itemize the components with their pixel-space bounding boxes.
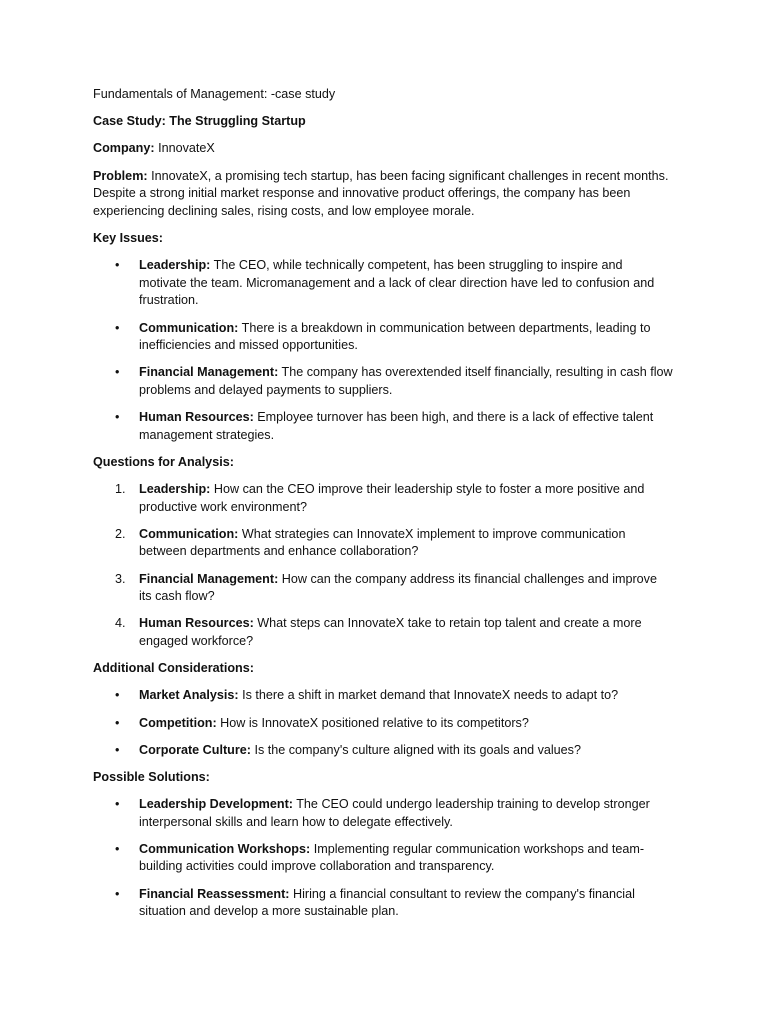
item-label: Financial Management: (139, 365, 279, 380)
key-issues-heading: Key Issues: (93, 230, 164, 245)
bullet-icon: • (115, 320, 120, 335)
questions-heading: Questions for Analysis: (93, 454, 234, 469)
company-value: InnovateX (154, 141, 215, 156)
item-label: Leadership: (139, 258, 211, 273)
item-label: Market Analysis: (139, 688, 239, 703)
item-text: How can the CEO improve their leadership style to foster a more positive and productive work environment? (139, 482, 645, 514)
list-item (93, 742, 673, 760)
item-label: Financial Management: (139, 571, 279, 586)
company-line (93, 140, 673, 158)
list-item (93, 320, 673, 355)
solutions-list (93, 796, 673, 921)
item-label: Communication: (139, 320, 239, 335)
solutions-heading: Possible Solutions: (93, 769, 210, 784)
list-item (93, 886, 673, 921)
list-item (93, 257, 673, 310)
list-item (93, 841, 673, 876)
bullet-icon: • (115, 688, 120, 703)
list-item (93, 615, 673, 650)
item-label: Competition: (139, 715, 217, 730)
item-label: Financial Reassessment: (139, 886, 290, 901)
document-title: Fundamentals of Management: -case study (93, 87, 336, 101)
problem-text: InnovateX, a promising tech startup, has been facing significant challenges in recent months. Despite a strong initial market response and innovative product offerings, the company has been experiencing declining sales, rising costs, and low employee morale. (93, 168, 669, 218)
key-issues-list (93, 257, 673, 444)
item-text: What strategies can InnovateX implement to improve communication between departments and enhance collaboration? (139, 526, 626, 559)
problem-paragraph (93, 168, 673, 221)
item-text: How is InnovateX positioned relative to its competitors? (216, 715, 529, 730)
bullet-icon: • (115, 715, 120, 730)
bullet-icon: • (115, 797, 120, 812)
company-label: Company: (93, 141, 155, 156)
list-item (93, 687, 673, 705)
item-label: Human Resources: (139, 616, 254, 631)
bullet-icon: • (115, 365, 120, 380)
item-text: The CEO could undergo leadership training to develop stronger interpersonal skills and learn how to delegate effectively. (139, 797, 650, 829)
bullet-icon: • (115, 886, 120, 901)
additional-heading: Additional Considerations: (93, 661, 254, 676)
list-item (93, 481, 673, 516)
item-text: The company has overextended itself financially, resulting in cash flow problems and delayed payments to suppliers. (139, 365, 673, 397)
item-number: 2. (115, 526, 126, 541)
list-item (93, 715, 673, 733)
item-text: Employee turnover has been high, and there is a lack of effective talent management strategies. (139, 410, 654, 442)
item-label: Communication Workshops: (139, 841, 311, 856)
item-text: Is the company's culture aligned with its goals and values? (250, 742, 581, 757)
list-item (93, 364, 673, 399)
document-page (93, 86, 673, 930)
bullet-icon: • (115, 742, 120, 757)
case-title: Case Study: The Struggling Startup (93, 114, 306, 129)
item-text: What steps can InnovateX take to retain top talent and create a more engaged workforce? (139, 616, 642, 648)
item-number: 1. (115, 482, 126, 497)
list-item (93, 526, 673, 561)
item-label: Human Resources: (139, 410, 254, 425)
item-label: Communication: (139, 526, 239, 541)
list-item (93, 571, 673, 606)
bullet-icon: • (115, 841, 120, 856)
item-number: 3. (115, 571, 126, 586)
item-label: Leadership: (139, 482, 211, 497)
item-text: How can the company address its financial challenges and improve its cash flow? (139, 571, 657, 604)
item-text: There is a breakdown in communication between departments, leading to inefficiencies and missed opportunities. (139, 320, 651, 353)
item-text: Is there a shift in market demand that InnovateX needs to adapt to? (238, 688, 619, 703)
item-label: Corporate Culture: (139, 742, 251, 757)
item-text: The CEO, while technically competent, has been struggling to inspire and motivate the team. Micromanagement and a lack of clear direction have led to confusion and frustration. (139, 258, 655, 308)
bullet-icon: • (115, 258, 120, 273)
list-item (93, 796, 673, 831)
questions-list (93, 481, 673, 651)
additional-list (93, 687, 673, 759)
item-label: Leadership Development: (139, 797, 293, 812)
item-text: Implementing regular communication workshops and team-building activities could improve collaboration and transparency. (139, 841, 645, 874)
problem-label: Problem: (93, 168, 148, 183)
bullet-icon: • (115, 410, 120, 425)
list-item (93, 409, 673, 444)
item-text: Hiring a financial consultant to review the company's financial situation and develop a more sustainable plan. (139, 886, 635, 919)
item-number: 4. (115, 616, 126, 631)
